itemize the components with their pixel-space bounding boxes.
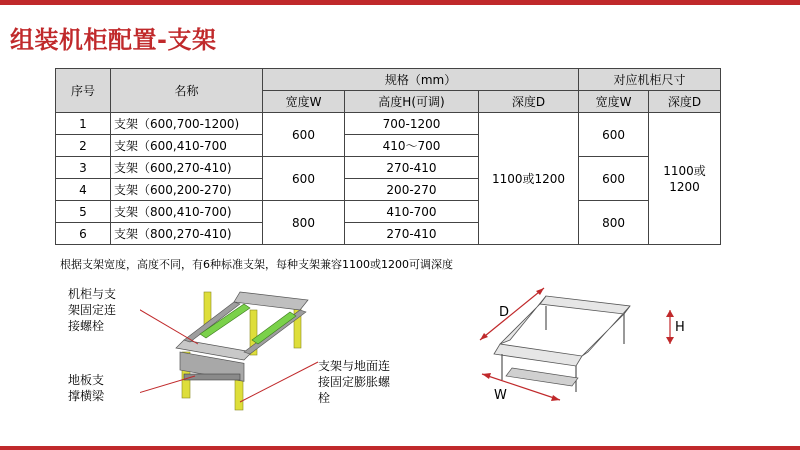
arrowhead — [551, 395, 560, 401]
cell-no: 2 — [56, 135, 111, 157]
col-header-name: 名称 — [111, 69, 263, 113]
cell-name: 支架（600,700-1200) — [111, 113, 263, 135]
cell-width: 600 — [263, 113, 345, 157]
table-row — [56, 113, 721, 135]
col-header-cab-depth: 深度D — [649, 91, 721, 113]
cell-name: 支架（800,270-410) — [111, 223, 263, 245]
top-accent-bar — [0, 0, 800, 5]
cell-depth: 1100或1200 — [479, 113, 579, 245]
cab-depth-text: 1100或 1200 — [663, 163, 706, 194]
table-header-row-1 — [56, 69, 721, 91]
table-row — [56, 201, 721, 223]
cell-name: 支架（800,410-700) — [111, 201, 263, 223]
cell-width: 600 — [263, 157, 345, 201]
dim-label-d: D — [499, 305, 510, 320]
dim-label-h: H — [675, 320, 685, 335]
cell-cab-depth — [649, 113, 721, 245]
col-header-depth: 深度D — [479, 91, 579, 113]
bracket-3d-figure — [140, 282, 340, 422]
arrowhead — [482, 373, 491, 379]
cell-name: 支架（600,270-410) — [111, 157, 263, 179]
col-header-no: 序号 — [56, 69, 111, 113]
footnote: 根据支架宽度，高度不同，有6种标准支架，每种支架兼容1100或1200可调深度 — [60, 258, 453, 271]
label-bolt: 机柜与支 架固定连 接螺栓 — [68, 287, 117, 333]
label-beam: 地板支 撑横梁 — [68, 373, 105, 403]
cell-no: 4 — [56, 179, 111, 201]
label-anchor: 支架与地面连 接固定膨胀螺 栓 — [318, 359, 391, 405]
cell-cab-width: 800 — [579, 201, 649, 245]
cell-name: 支架（600,200-270) — [111, 179, 263, 201]
cell-height: 200-270 — [345, 179, 479, 201]
cell-height: 700-1200 — [345, 113, 479, 135]
col-header-spec: 规格（mm） — [263, 69, 579, 91]
cell-height: 410～700 — [345, 135, 479, 157]
bottom-accent-bar — [0, 446, 800, 450]
col-header-cabinet: 对应机柜尺寸 — [579, 69, 721, 91]
arrowhead — [666, 337, 674, 344]
table-row — [56, 157, 721, 179]
cell-no: 1 — [56, 113, 111, 135]
spec-table — [55, 68, 721, 245]
col-header-cab-width: 宽度W — [579, 91, 649, 113]
cell-height: 270-410 — [345, 223, 479, 245]
cell-no: 6 — [56, 223, 111, 245]
arrowhead — [666, 310, 674, 317]
cell-no: 3 — [56, 157, 111, 179]
cell-height: 410-700 — [345, 201, 479, 223]
col-header-height: 高度H(可调) — [345, 91, 479, 113]
cell-no: 5 — [56, 201, 111, 223]
cell-cab-width: 600 — [579, 157, 649, 201]
col-header-width: 宽度W — [263, 91, 345, 113]
page-title: 组装机柜配置-支架 — [10, 26, 217, 54]
cell-cab-width: 600 — [579, 113, 649, 157]
cell-name: 支架（600,410-700 — [111, 135, 263, 157]
cell-height: 270-410 — [345, 157, 479, 179]
cell-width: 800 — [263, 201, 345, 245]
dim-label-w: W — [494, 388, 507, 403]
